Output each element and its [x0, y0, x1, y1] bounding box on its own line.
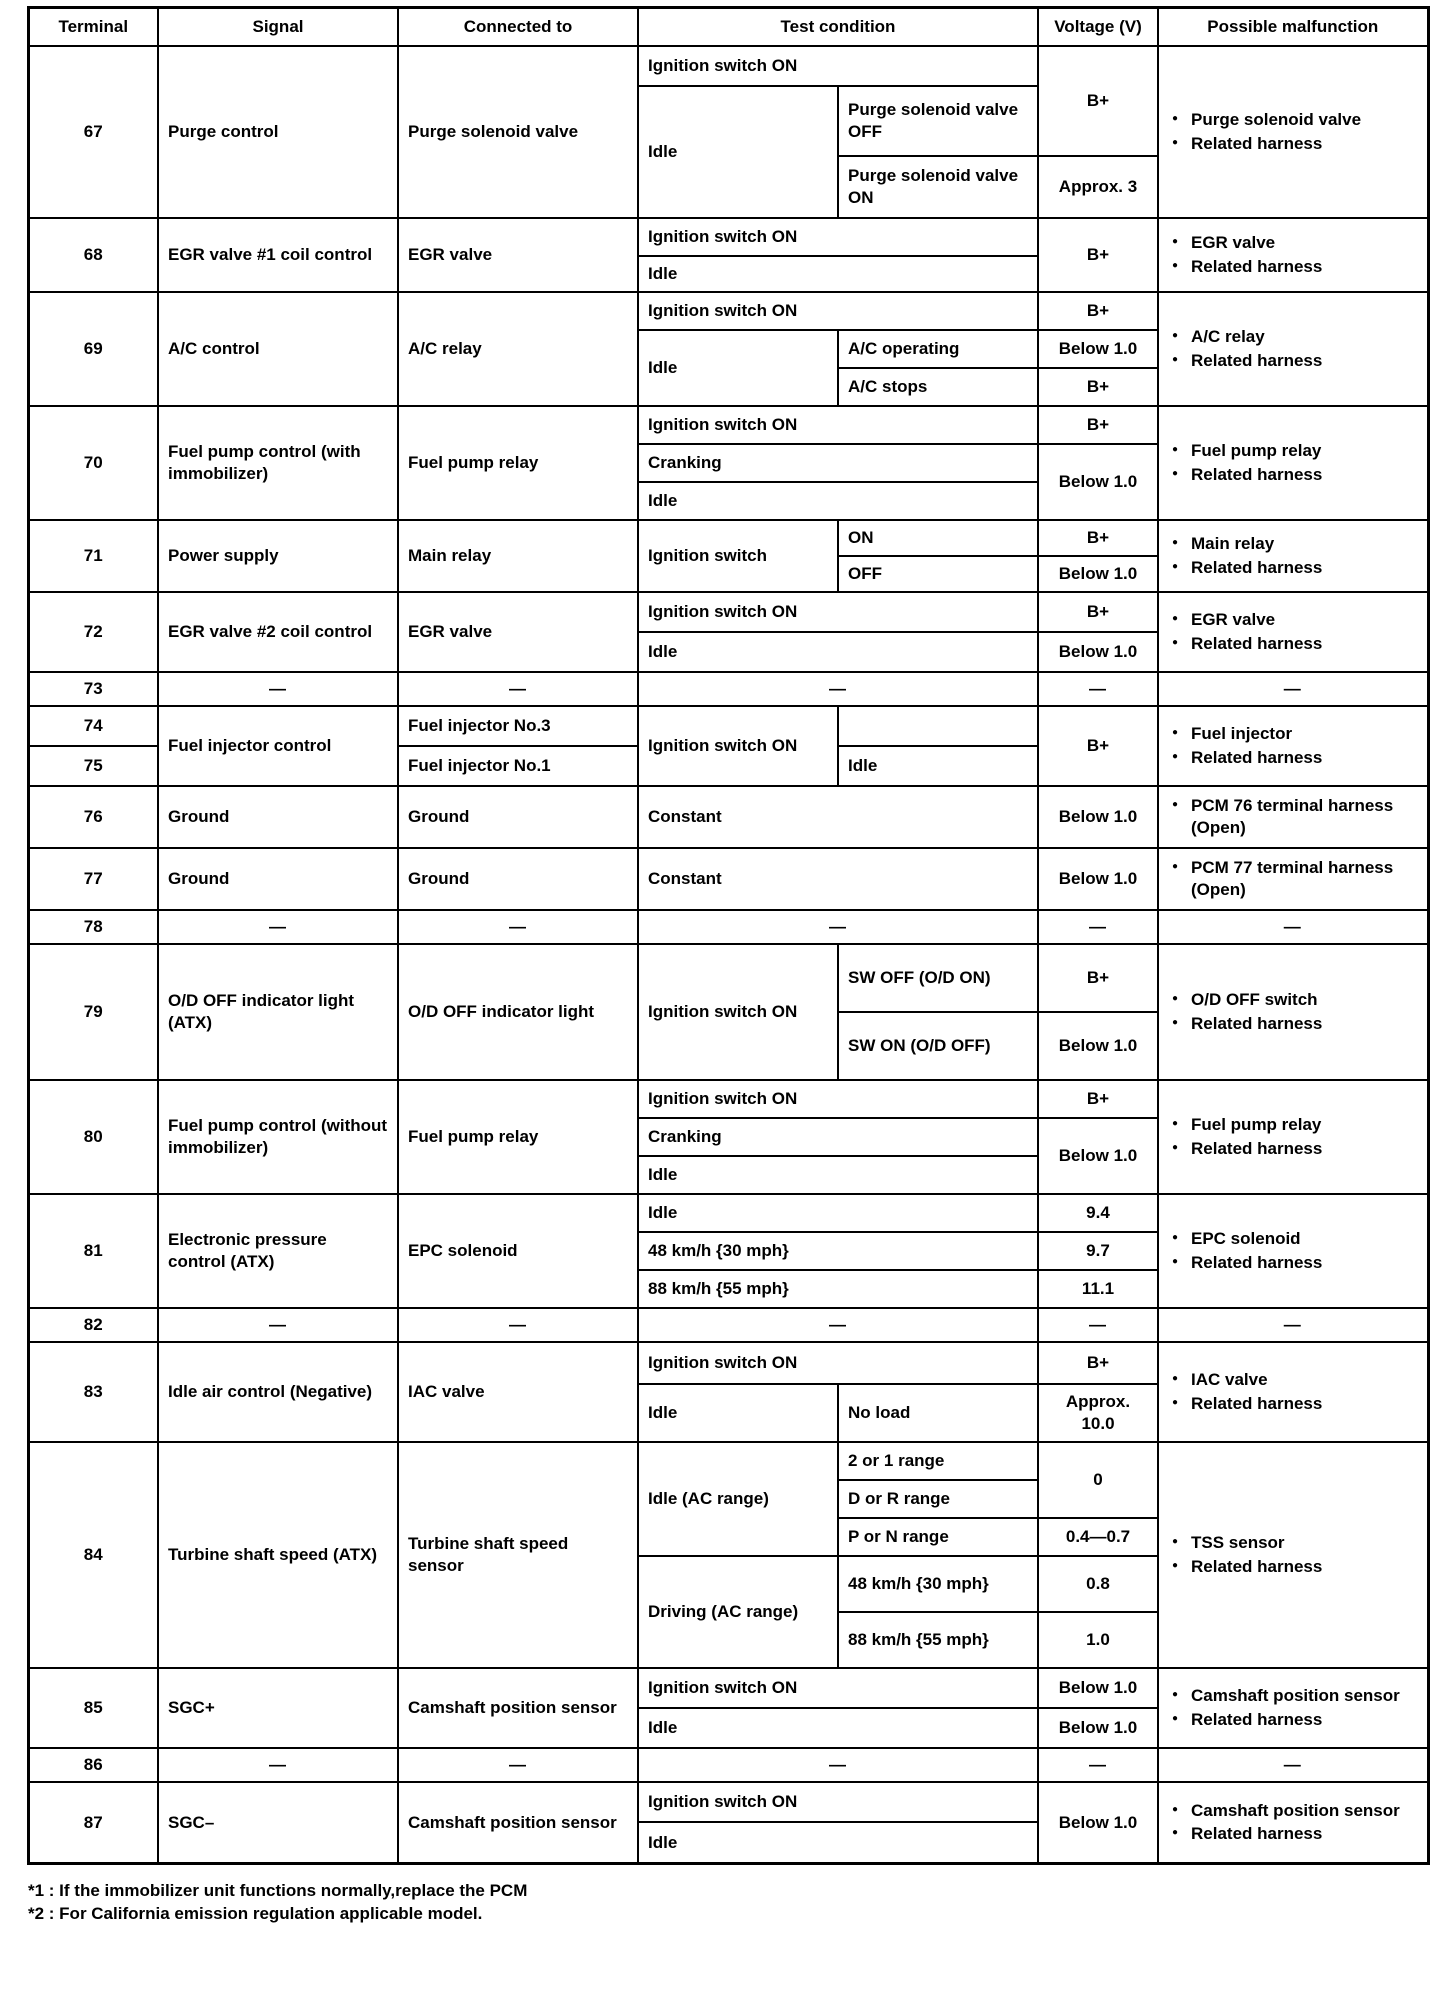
malfunction-item: ● Related harness: [1170, 1138, 1418, 1159]
malfunction-item: ● Related harness: [1170, 350, 1418, 371]
connected-cell: Fuel pump relay: [398, 1080, 638, 1194]
signal-cell: Purge control: [158, 46, 398, 218]
connected-cell: Camshaft position sensor: [398, 1668, 638, 1748]
signal-cell: Fuel injector control: [158, 706, 398, 786]
malfunction-cell: [1158, 706, 1428, 786]
connected-cell: Purge solenoid valve: [398, 46, 638, 218]
voltage-cell: 9.7: [1038, 1232, 1158, 1270]
test-condition-cell: 48 km/h {30 mph}: [638, 1232, 1038, 1270]
voltage-cell: —: [1038, 672, 1158, 706]
voltage-cell: B+: [1038, 368, 1158, 406]
malfunction-item: ● Related harness: [1170, 1709, 1418, 1730]
connected-cell: O/D OFF indicator light: [398, 944, 638, 1080]
signal-cell: A/C control: [158, 292, 398, 406]
test-condition-cell: 2 or 1 range: [838, 1442, 1038, 1480]
test-condition-cell: Constant: [638, 786, 1038, 848]
malfunction-item: ● Related harness: [1170, 1393, 1418, 1414]
voltage-cell: —: [1038, 1748, 1158, 1782]
malfunction-item: ● Related harness: [1170, 133, 1418, 154]
terminal-cell: 72: [28, 592, 158, 672]
voltage-cell: 9.4: [1038, 1194, 1158, 1232]
malfunction-item: ● Fuel pump relay: [1170, 1114, 1418, 1135]
table-row: [28, 218, 1428, 256]
test-condition-spacer-cell: [838, 706, 1038, 746]
malfunction-item: ● Camshaft position sensor: [1170, 1685, 1418, 1706]
connected-cell: —: [398, 910, 638, 944]
malfunction-cell: —: [1158, 1748, 1428, 1782]
malfunction-cell: [1158, 292, 1428, 406]
malfunction-cell: [1158, 1668, 1428, 1748]
terminal-voltage-table: [27, 6, 1430, 1865]
malfunction-item: ● A/C relay: [1170, 326, 1418, 347]
malfunction-item: ● TSS sensor: [1170, 1532, 1418, 1553]
test-condition-cell: Ignition switch ON: [638, 706, 838, 786]
malfunction-cell: [1158, 218, 1428, 292]
voltage-cell: Below 1.0: [1038, 1782, 1158, 1864]
malfunction-cell: [1158, 1194, 1428, 1308]
test-condition-cell: Idle: [638, 256, 1038, 292]
voltage-cell: Below 1.0: [1038, 1708, 1158, 1748]
connected-cell: A/C relay: [398, 292, 638, 406]
header-connected-to: Connected to: [398, 8, 638, 46]
signal-cell: O/D OFF indicator light (ATX): [158, 944, 398, 1080]
table-row: [28, 1748, 1428, 1782]
test-condition-cell: P or N range: [838, 1518, 1038, 1556]
malfunction-item: ● Purge solenoid valve: [1170, 109, 1418, 130]
signal-cell: —: [158, 672, 398, 706]
connected-cell: Fuel injector No.3: [398, 706, 638, 746]
table-row: [28, 1668, 1428, 1708]
connected-cell: IAC valve: [398, 1342, 638, 1442]
test-condition-cell: Ignition switch ON: [638, 292, 1038, 330]
voltage-cell: Below 1.0: [1038, 330, 1158, 368]
test-condition-cell: Ignition switch ON: [638, 1342, 1038, 1384]
table-row: [28, 1308, 1428, 1342]
test-condition-cell: SW OFF (O/D ON): [838, 944, 1038, 1012]
voltage-cell: B+: [1038, 706, 1158, 786]
voltage-cell: 0.8: [1038, 1556, 1158, 1612]
voltage-cell: —: [1038, 910, 1158, 944]
malfunction-item: ● Related harness: [1170, 1013, 1418, 1034]
voltage-cell: 1.0: [1038, 1612, 1158, 1668]
table-row: [28, 1342, 1428, 1384]
voltage-cell: Approx. 10.0: [1038, 1384, 1158, 1442]
signal-cell: —: [158, 910, 398, 944]
voltage-cell: Below 1.0: [1038, 786, 1158, 848]
test-condition-cell: Idle: [638, 1194, 1038, 1232]
header-signal: Signal: [158, 8, 398, 46]
malfunction-item: ● Related harness: [1170, 633, 1418, 654]
footnote-2: *2 : For California emission regulation applicable model.: [28, 1904, 483, 1923]
connected-cell: Fuel pump relay: [398, 406, 638, 520]
malfunction-item: ● Related harness: [1170, 747, 1418, 768]
malfunction-item: ● IAC valve: [1170, 1369, 1418, 1390]
terminal-cell: 85: [28, 1668, 158, 1748]
test-condition-cell: Cranking: [638, 444, 1038, 482]
voltage-cell: Below 1.0: [1038, 848, 1158, 910]
connected-cell: EGR valve: [398, 592, 638, 672]
voltage-cell: B+: [1038, 292, 1158, 330]
test-condition-cell: A/C operating: [838, 330, 1038, 368]
header-voltage: Voltage (V): [1038, 8, 1158, 46]
connected-cell: Fuel injector No.1: [398, 746, 638, 786]
test-condition-cell: A/C stops: [838, 368, 1038, 406]
voltage-cell: B+: [1038, 944, 1158, 1012]
terminal-cell: 76: [28, 786, 158, 848]
malfunction-item: ● Related harness: [1170, 256, 1418, 277]
malfunction-item: ● Related harness: [1170, 1823, 1418, 1844]
test-condition-cell: Ignition switch ON: [638, 1080, 1038, 1118]
test-condition-cell: —: [638, 1308, 1038, 1342]
test-condition-cell: Ignition switch ON: [638, 592, 1038, 632]
voltage-cell: Below 1.0: [1038, 1118, 1158, 1194]
malfunction-item: ● Related harness: [1170, 1556, 1418, 1577]
table-row: [28, 672, 1428, 706]
test-condition-cell: Idle: [638, 1384, 838, 1442]
malfunction-item: ● PCM 76 terminal harness (Open): [1170, 795, 1418, 838]
table-row: [28, 786, 1428, 848]
malfunction-cell: [1158, 1080, 1428, 1194]
signal-cell: Power supply: [158, 520, 398, 592]
voltage-cell: B+: [1038, 520, 1158, 556]
test-condition-cell: 88 km/h {55 mph}: [838, 1612, 1038, 1668]
signal-cell: SGC+: [158, 1668, 398, 1748]
signal-cell: EGR valve #1 coil control: [158, 218, 398, 292]
malfunction-item: ● PCM 77 terminal harness (Open): [1170, 857, 1418, 900]
voltage-cell: 0: [1038, 1442, 1158, 1518]
test-condition-cell: Idle: [638, 86, 838, 218]
voltage-cell: —: [1038, 1308, 1158, 1342]
test-condition-cell: 48 km/h {30 mph}: [838, 1556, 1038, 1612]
voltage-cell: B+: [1038, 406, 1158, 444]
test-condition-cell: Idle: [638, 1822, 1038, 1864]
table-row: [28, 46, 1428, 86]
table-row: [28, 944, 1428, 1012]
malfunction-cell: [1158, 786, 1428, 848]
table-row: [28, 520, 1428, 556]
table-row: [28, 1080, 1428, 1118]
test-condition-cell: Driving (AC range): [638, 1556, 838, 1668]
malfunction-cell: [1158, 46, 1428, 218]
test-condition-cell: Ignition switch: [638, 520, 838, 592]
malfunction-item: ● EGR valve: [1170, 609, 1418, 630]
test-condition-cell: Constant: [638, 848, 1038, 910]
table-row: [28, 406, 1428, 444]
malfunction-item: ● Camshaft position sensor: [1170, 1800, 1418, 1821]
malfunction-item: ● O/D OFF switch: [1170, 989, 1418, 1010]
table-row: [28, 1194, 1428, 1232]
connected-cell: —: [398, 1748, 638, 1782]
terminal-cell: 83: [28, 1342, 158, 1442]
connected-cell: —: [398, 672, 638, 706]
malfunction-cell: [1158, 406, 1428, 520]
malfunction-item: ● Fuel injector: [1170, 723, 1418, 744]
table-row: [28, 1782, 1428, 1822]
malfunction-item: ● Main relay: [1170, 533, 1418, 554]
signal-cell: Ground: [158, 786, 398, 848]
voltage-cell: B+: [1038, 218, 1158, 292]
terminal-cell: 75: [28, 746, 158, 786]
terminal-cell: 71: [28, 520, 158, 592]
table-row: [28, 848, 1428, 910]
terminal-cell: 82: [28, 1308, 158, 1342]
voltage-cell: B+: [1038, 1342, 1158, 1384]
voltage-cell: 0.4—0.7: [1038, 1518, 1158, 1556]
signal-cell: Turbine shaft speed (ATX): [158, 1442, 398, 1668]
signal-cell: Electronic pressure control (ATX): [158, 1194, 398, 1308]
voltage-cell: Approx. 3: [1038, 156, 1158, 218]
voltage-cell: B+: [1038, 46, 1158, 156]
signal-cell: SGC–: [158, 1782, 398, 1864]
header-row: [28, 8, 1428, 46]
test-condition-cell: Idle (AC range): [638, 1442, 838, 1556]
terminal-cell: 69: [28, 292, 158, 406]
footnotes: [28, 1881, 1428, 1924]
header-malfunction: Possible malfunction: [1158, 8, 1428, 46]
voltage-cell: B+: [1038, 592, 1158, 632]
table-row: [28, 910, 1428, 944]
malfunction-cell: [1158, 520, 1428, 592]
connected-cell: Ground: [398, 848, 638, 910]
signal-cell: —: [158, 1308, 398, 1342]
malfunction-item: ● EPC solenoid: [1170, 1228, 1418, 1249]
footnote-1: *1 : If the immobilizer unit functions normally,replace the PCM: [28, 1881, 528, 1900]
voltage-cell: Below 1.0: [1038, 444, 1158, 520]
test-condition-cell: Ignition switch ON: [638, 1782, 1038, 1822]
test-condition-cell: SW ON (O/D OFF): [838, 1012, 1038, 1080]
signal-cell: Fuel pump control (without immobilizer): [158, 1080, 398, 1194]
voltage-cell: Below 1.0: [1038, 632, 1158, 672]
test-condition-cell: Idle: [838, 746, 1038, 786]
terminal-cell: 86: [28, 1748, 158, 1782]
terminal-cell: 70: [28, 406, 158, 520]
test-condition-cell: —: [638, 672, 1038, 706]
malfunction-cell: —: [1158, 1308, 1428, 1342]
test-condition-cell: No load: [838, 1384, 1038, 1442]
terminal-cell: 79: [28, 944, 158, 1080]
terminal-cell: 84: [28, 1442, 158, 1668]
malfunction-item: ● Related harness: [1170, 557, 1418, 578]
malfunction-cell: [1158, 592, 1428, 672]
connected-cell: —: [398, 1308, 638, 1342]
connected-cell: Turbine shaft speed sensor: [398, 1442, 638, 1668]
voltage-cell: Below 1.0: [1038, 1012, 1158, 1080]
test-condition-cell: —: [638, 910, 1038, 944]
test-condition-cell: Purge solenoid valve OFF: [838, 86, 1038, 156]
malfunction-cell: —: [1158, 910, 1428, 944]
table-row: [28, 592, 1428, 632]
voltage-cell: Below 1.0: [1038, 1668, 1158, 1708]
test-condition-cell: D or R range: [838, 1480, 1038, 1518]
terminal-cell: 87: [28, 1782, 158, 1864]
test-condition-cell: —: [638, 1748, 1038, 1782]
signal-cell: Fuel pump control (with immobilizer): [158, 406, 398, 520]
terminal-cell: 73: [28, 672, 158, 706]
test-condition-cell: ON: [838, 520, 1038, 556]
table-row: [28, 292, 1428, 330]
malfunction-cell: —: [1158, 672, 1428, 706]
test-condition-cell: Ignition switch ON: [638, 1668, 1038, 1708]
test-condition-cell: Idle: [638, 482, 1038, 520]
malfunction-item: ● EGR valve: [1170, 232, 1418, 253]
table-row: [28, 1442, 1428, 1480]
header-test-condition: Test condition: [638, 8, 1038, 46]
connected-cell: EGR valve: [398, 218, 638, 292]
voltage-cell: Below 1.0: [1038, 556, 1158, 592]
signal-cell: Idle air control (Negative): [158, 1342, 398, 1442]
test-condition-cell: Ignition switch ON: [638, 944, 838, 1080]
terminal-cell: 80: [28, 1080, 158, 1194]
malfunction-cell: [1158, 848, 1428, 910]
malfunction-item: ● Fuel pump relay: [1170, 440, 1418, 461]
test-condition-cell: Idle: [638, 1156, 1038, 1194]
malfunction-cell: [1158, 944, 1428, 1080]
malfunction-cell: [1158, 1782, 1428, 1864]
terminal-cell: 67: [28, 46, 158, 218]
terminal-cell: 77: [28, 848, 158, 910]
signal-cell: Ground: [158, 848, 398, 910]
header-terminal: Terminal: [28, 8, 158, 46]
malfunction-item: ● Related harness: [1170, 464, 1418, 485]
test-condition-cell: Ignition switch ON: [638, 218, 1038, 256]
connected-cell: Ground: [398, 786, 638, 848]
test-condition-cell: Purge solenoid valve ON: [838, 156, 1038, 218]
voltage-cell: B+: [1038, 1080, 1158, 1118]
malfunction-cell: [1158, 1342, 1428, 1442]
connected-cell: EPC solenoid: [398, 1194, 638, 1308]
test-condition-cell: Ignition switch ON: [638, 46, 1038, 86]
terminal-cell: 74: [28, 706, 158, 746]
test-condition-cell: Idle: [638, 1708, 1038, 1748]
table-row: [28, 706, 1428, 746]
connected-cell: Camshaft position sensor: [398, 1782, 638, 1864]
test-condition-cell: Idle: [638, 632, 1038, 672]
terminal-cell: 68: [28, 218, 158, 292]
signal-cell: —: [158, 1748, 398, 1782]
terminal-cell: 78: [28, 910, 158, 944]
malfunction-item: ● Related harness: [1170, 1252, 1418, 1273]
test-condition-cell: OFF: [838, 556, 1038, 592]
voltage-cell: 11.1: [1038, 1270, 1158, 1308]
terminal-cell: 81: [28, 1194, 158, 1308]
connected-cell: Main relay: [398, 520, 638, 592]
malfunction-cell: [1158, 1442, 1428, 1668]
test-condition-cell: 88 km/h {55 mph}: [638, 1270, 1038, 1308]
test-condition-cell: Cranking: [638, 1118, 1038, 1156]
test-condition-cell: Idle: [638, 330, 838, 406]
signal-cell: EGR valve #2 coil control: [158, 592, 398, 672]
test-condition-cell: Ignition switch ON: [638, 406, 1038, 444]
